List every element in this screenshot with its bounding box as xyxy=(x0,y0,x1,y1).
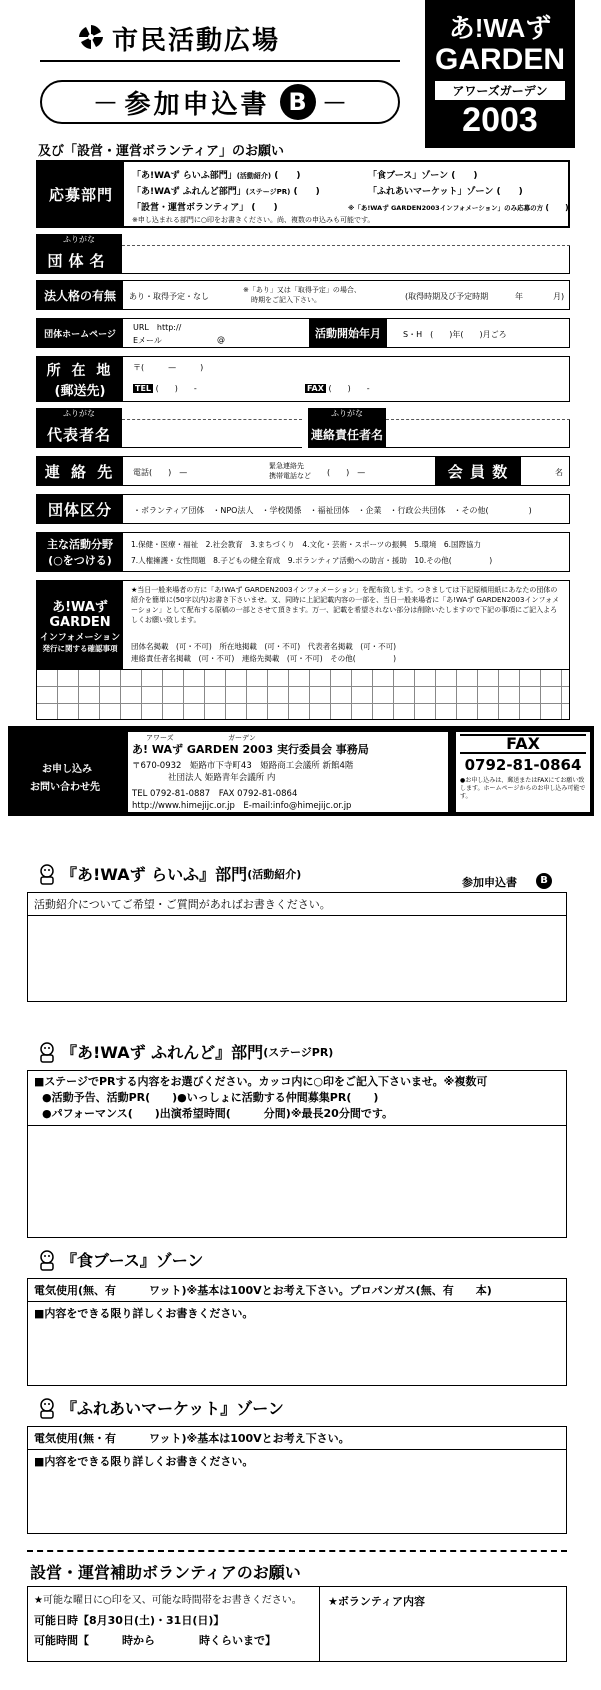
footer-tel: TEL 0792-81-0887 FAX 0792-81-0864 xyxy=(132,789,298,799)
section-friend-input[interactable] xyxy=(28,1126,566,1236)
section-life-title: 『あ!WAず らいふ』部門 xyxy=(61,865,248,884)
org-furigana-field[interactable] xyxy=(122,234,570,246)
corp-section xyxy=(36,280,570,310)
corp-month[interactable]: 月) xyxy=(553,292,565,301)
form-letter-badge: B xyxy=(280,84,316,120)
dept-opt-info: ※「あ!WAず GARDEN2003インフォメーション」のみ応募の方 xyxy=(348,204,544,212)
dept-opt-volunteer-check[interactable]: ( ) xyxy=(251,203,278,213)
info-label-2: GARDEN xyxy=(49,615,111,630)
category-label: 団体区分 xyxy=(37,495,123,523)
field-line2[interactable]: 7.人権擁護・女性問題 8.子どもの健全育成 9.ボランティア活動への助言・援助 10.その他( ) xyxy=(131,556,493,565)
activity-field-section xyxy=(36,532,570,572)
dept-opt-food-check[interactable]: ( ) xyxy=(451,171,478,181)
corp-note2: 時期をご記入下さい。 xyxy=(251,296,321,304)
section-food-title: 『食ブース』ゾーン xyxy=(61,1251,204,1270)
footer-org: あ! WAず GARDEN 2003 実行委員会 事務局 xyxy=(132,743,369,756)
dept-opt-market-check[interactable]: ( ) xyxy=(496,187,523,197)
logo-kana: アワーズガーデン xyxy=(435,81,565,100)
field-line1[interactable]: 1.保健・医療・福祉 2.社会教育 3.まちづくり 4.文化・芸術・スポーツの振興 5.環境 6.国際協力 xyxy=(131,540,482,549)
contact-label: 連 絡 先 xyxy=(37,457,123,485)
section-life-prompt: 活動紹介についてご希望・ご質問があればお書きください。 xyxy=(28,893,566,916)
address-label: 所 在 地 xyxy=(46,362,114,379)
volunteer-content-label: ★ボランティア内容 xyxy=(328,1595,425,1608)
footer-inquiry-label: お問い合わせ先 xyxy=(30,782,100,793)
section-food-box xyxy=(27,1278,567,1386)
section-life-box xyxy=(27,892,567,1002)
page2-form-letter: B xyxy=(536,873,552,889)
volunteer-divider xyxy=(27,1550,567,1552)
emergency-label: 緊急連絡先 xyxy=(269,462,304,470)
dept-opt-life: 「あ!WAず らいふ部門」 xyxy=(132,171,237,181)
section-friend-sub: (ステージPR) xyxy=(263,1045,334,1059)
fax-note: ●お申し込みは、郵送またはFAXにてお願い致します。ホームページからのお申し込み可能です。 xyxy=(460,777,586,800)
rep-label: 代表者名 xyxy=(36,420,122,448)
fax-number: 0792-81-0864 xyxy=(464,756,582,774)
manuscript-grid[interactable] xyxy=(37,669,569,719)
fax-heading: FAX xyxy=(460,734,586,754)
section-food-line1[interactable]: 電気使用(無、有 ワット)※基本は100Vとお考え下さい。プロパンガス(無、有 本) xyxy=(28,1279,566,1302)
section-friend-box xyxy=(27,1070,567,1238)
subtitle: 及び「設営・運営ボランティア」のお願い xyxy=(38,144,284,159)
address-zip[interactable]: 〒( — ) xyxy=(133,363,204,372)
org-section xyxy=(36,234,570,274)
address-section xyxy=(36,356,570,402)
section-life-sub: (活動紹介) xyxy=(247,867,302,881)
rep-furigana-label: ふりがな xyxy=(36,408,122,420)
info-section xyxy=(36,580,570,720)
page-title: 市民活動広場 xyxy=(112,26,281,56)
footer-web[interactable]: http://www.himejijc.or.jp E-mail:info@himejijc.or.jp xyxy=(132,801,352,811)
mascot-icon xyxy=(36,1041,58,1063)
section-friend-line2[interactable]: ●活動予告、活動PR( )●いっしょに活動する仲間募集PR( ) xyxy=(42,1091,379,1104)
info-label-4: 発行に関する確認事項 xyxy=(42,644,118,653)
section-market-input[interactable] xyxy=(28,1472,566,1540)
info-label-1: あ!WAず xyxy=(52,600,108,615)
field-label-sub: (○をつける) xyxy=(48,554,112,567)
dept-opt-info-check[interactable]: ( ) xyxy=(545,203,569,212)
section-friend-title: 『あ!WAず ふれんど』部門 xyxy=(61,1043,264,1062)
section-market-box xyxy=(27,1426,567,1534)
section-volunteer-box xyxy=(27,1586,567,1662)
corp-note1: ※「あり」又は「取得予定」の場合、 xyxy=(243,286,361,294)
web-at: @ xyxy=(217,335,225,344)
fax-field[interactable]: ( ) - xyxy=(328,384,370,393)
start-value[interactable]: S・H ( )年( )月ごろ xyxy=(403,330,507,339)
phone-field[interactable]: 電話( ) — xyxy=(133,468,188,477)
web-url[interactable]: URL http:// xyxy=(133,323,182,332)
section-friend-line3[interactable]: ●パフォーマンス( )出演希望時間( 分間)※最長20分間です。 xyxy=(42,1107,393,1120)
contact-person-field[interactable] xyxy=(386,420,570,448)
info-label-3: インフォメーション xyxy=(39,633,121,643)
logo-top: あ!WAず xyxy=(448,13,552,43)
dept-opt-market: 「ふれあいマーケット」ゾーン xyxy=(368,187,494,197)
title-divider xyxy=(40,60,400,62)
dept-opt-friend: 「あ!WAず ふれんど部門」 xyxy=(132,187,246,197)
org-name-field[interactable] xyxy=(122,246,570,274)
section-volunteer-title: 設営・運営補助ボランティアのお願い xyxy=(30,1563,301,1582)
mascot-icon xyxy=(36,1249,58,1271)
section-food-input[interactable] xyxy=(28,1324,566,1392)
web-label: 団体ホームページ xyxy=(37,319,123,347)
dept-section: 応募部門 「あ!WAず らいふ部門」(活動紹介) ( ) 「食ブース」ゾーン ( ) 「あ!WAず ふれんど部門」(ステージPR) ( ) 「ふれあいマーケット」ゾーン ( ) 「設営・運営ボランティア」 ( ) ※「あ!WAず GARDEN2003インフォメーション」のみ応募の方 ( ) ※申し込まれる部門に○印をお書きください。尚、複数の申込みも可能です。 xyxy=(36,160,570,228)
page2-form-title: 参加申込書 xyxy=(462,876,517,889)
dept-opt-life-check[interactable]: ( ) xyxy=(274,171,301,181)
mascot-icon xyxy=(36,863,58,885)
mascot-icon xyxy=(36,1397,58,1419)
contact-section: 連 絡 先 電話( ) — 緊急連絡先 携帯電話など ( ) — 会 員 数 名 xyxy=(36,456,570,486)
form-title: 参加申込書 xyxy=(124,89,270,120)
volunteer-time[interactable]: 可能時間【 時から 時くらいまで】 xyxy=(34,1634,276,1647)
start-label: 活動開始年月 xyxy=(309,319,387,347)
rep-name-field[interactable] xyxy=(122,420,302,448)
web-section xyxy=(36,318,570,348)
logo-year: 2003 xyxy=(462,101,538,139)
volunteer-content-input[interactable] xyxy=(328,1611,558,1657)
category-section xyxy=(36,494,570,524)
rep-section xyxy=(36,408,570,448)
section-friend-line1: ■ステージでPRする内容をお選びください。カッコ内に○印をご記入下さいませ。※複数可 xyxy=(34,1075,488,1088)
contact-furigana-field[interactable] xyxy=(386,408,570,420)
dept-label: 応募部門 xyxy=(38,162,124,226)
web-email[interactable]: Eメール xyxy=(133,336,162,345)
header-pinwheel-icon xyxy=(78,24,104,50)
footer-apply-label: お申し込み xyxy=(42,764,92,775)
members-label: 会 員 数 xyxy=(435,457,521,485)
corp-period: (取得時期及び予定時期 xyxy=(405,292,489,301)
corp-options[interactable]: あり・取得予定・なし xyxy=(129,292,209,301)
dept-opt-volunteer: 「設営・運営ボランティア」 xyxy=(132,203,249,213)
section-market-line1[interactable]: 電気使用(無・有 ワット)※基本は100Vとお考え下さい。 xyxy=(28,1427,566,1450)
members-unit[interactable]: 名 xyxy=(555,468,563,477)
org-label: 団体名 xyxy=(36,246,122,274)
corp-label: 法人格の有無 xyxy=(37,281,123,309)
footer-addr2: 社団法人 姫路青年会議所 内 xyxy=(168,773,276,783)
logo-mid: GARDEN xyxy=(434,43,565,76)
event-logo xyxy=(425,0,575,148)
dept-opt-friend-check[interactable]: ( ) xyxy=(293,187,320,197)
section-market-line2: ■内容をできる限り詳しくお書きください。 xyxy=(34,1455,254,1468)
volunteer-date[interactable]: 可能日時【8月30日(土)・31日(日)】 xyxy=(34,1614,225,1627)
tel-label: TEL xyxy=(135,384,152,393)
form-title-pill: — 参加申込書 B — xyxy=(40,80,400,124)
section-life-input[interactable] xyxy=(28,916,566,1002)
info-consent-line2[interactable]: 連絡責任者名掲載 (可・不可) 連絡先掲載 (可・不可) その他( ) xyxy=(131,654,397,663)
address-label-sub: (郵送先) xyxy=(54,383,106,399)
emergency-field[interactable]: ( ) — xyxy=(327,468,366,477)
fax-label: FAX xyxy=(307,384,324,393)
footer xyxy=(8,726,594,816)
category-options[interactable]: ・ボランティア団体 ・NPO法人 ・学校関係 ・福祉団体 ・企業 ・行政公共団体 ・その他( ) xyxy=(133,506,532,515)
footer-addr1: 〒670-0932 姫路市下寺町43 姫路商工会議所 新館4階 xyxy=(132,761,354,771)
org-furigana-label: ふりがな xyxy=(36,234,122,246)
footer-ruby-1: アワーズ xyxy=(146,734,174,742)
contact-furigana-label: ふりがな xyxy=(308,408,386,420)
field-label: 主な活動分野 xyxy=(47,538,113,551)
footer-ruby-2: ガーデン xyxy=(228,734,256,742)
section-market-title: 『ふれあいマーケット』ゾーン xyxy=(61,1399,284,1418)
info-consent-line1[interactable]: 団体名掲載 (可・不可) 所在地掲載 (可・不可) 代表者名掲載 (可・不可) xyxy=(131,642,397,651)
dept-note: ※申し込まれる部門に○印をお書きください。尚、複数の申込みも可能です。 xyxy=(132,216,375,224)
dept-opt-food: 「食ブース」ゾーン xyxy=(368,171,449,181)
info-text: ★当日一般来場者の方に「あ!WAず GARDEN2003インフォメーション」を配布致します。つきましては下記原稿用紙にあなたの団体の紹介を簡単に(50字以内)お書き下さいませ。又、同時に上記記載内容の一部を、当日一般来場者に「あ!WAず GARDEN2003インフォメーション」として配布する原稿の一部とさせて頂きます。万一、記載を希望されない部分は削除いたしますので下記の事項にご記入よろしくお願い致します。 xyxy=(131,586,560,624)
tel-field[interactable]: ( ) - xyxy=(155,384,197,393)
section-food-line2: ■内容をできる限り詳しくお書きください。 xyxy=(34,1307,254,1320)
volunteer-line1: ★可能な曜日に○印を又、可能な時間帯をお書きください。 xyxy=(34,1595,302,1606)
contact-person-label: 連絡責任者名 xyxy=(308,420,386,448)
corp-year[interactable]: 年 xyxy=(515,292,523,301)
rep-furigana-field[interactable] xyxy=(122,408,302,420)
